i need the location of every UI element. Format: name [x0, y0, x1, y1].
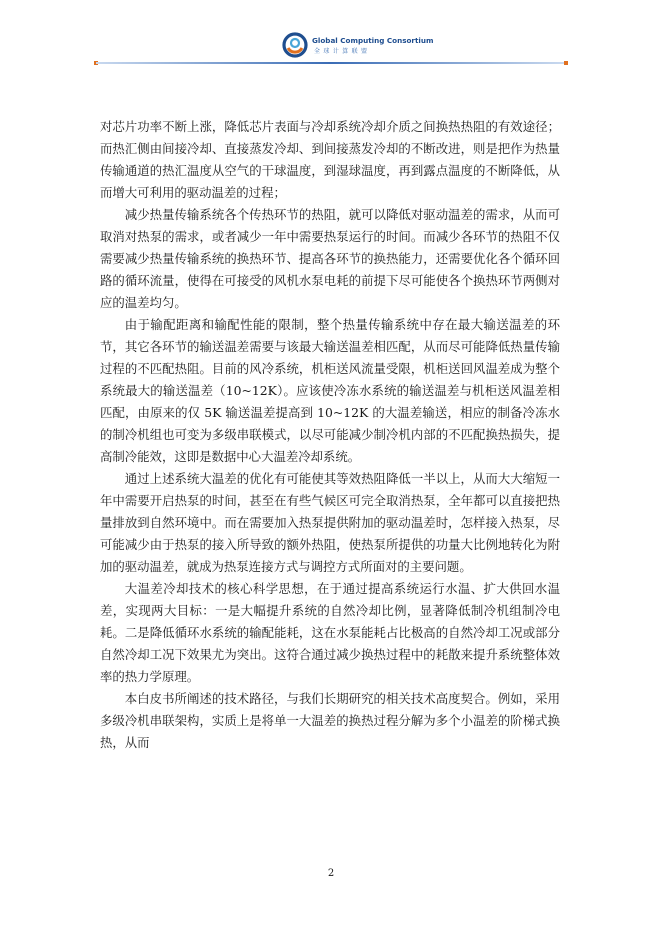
paragraph: 大温差冷却技术的核心科学思想，在于通过提高系统运行水温、扩大供回水温差，实现两大目标：一是大幅提升系统的自然冷却比例，显著降低制冷机组制冷电耗。二是降低循环水系统的输配能耗，这在水泵能耗占比极高的自然冷却工况或部分自然冷却工况下效果尤为突出。这符合通过减少换热过程中的耗散来提升系统整体效率的热力学原理。 — [100, 581, 560, 684]
consortium-logo — [282, 32, 434, 58]
header-rule-right-dot — [564, 61, 568, 65]
logo-text-cn: 全球计算联盟 — [314, 48, 371, 55]
paragraph: 由于输配距离和输配性能的限制，整个热量传输系统中存在最大输送温差的环节，其它各环节的输送温差需要与该最大输送温差相匹配，从而尽可能降低热量传输过程的不匹配热阻。目前的风冷系统，机柜送风流量受限，机柜送回风温差成为整个系统最大的输送温差（10~12K）。应该使冷冻水系统的输送温差与机柜送风温差相匹配，由原来的仅 5K 输送温差提高到 10~12K 的大温差输送，相应的制备冷冻水的制冷机组也可变为多级串联模式，以尽可能减少制冷机内部的不匹配换热损失，提高制冷能效，这即是数据中心大温差冷却系统。 — [100, 317, 560, 464]
page-number: 2 — [327, 868, 335, 879]
page-header — [0, 0, 662, 70]
paragraph: 减少热量传输系统各个传热环节的热阻，就可以降低对驱动温差的需求，从而可取消对热泵的需求，或者减少一年中需要热泵运行的时间。而减少各环节的热阻不仅需要减少热量传输系统的换热环节、提高各环节的换热能力，还需要优化各个循环回路的循环流量，使得在可接受的风机水泵电耗的前提下尽可能使各个换热环节两侧对应的温差均匀。 — [100, 207, 560, 310]
paragraph: 本白皮书所阐述的技术路径，与我们长期研究的相关技术高度契合。例如，采用多级冷机串联架构，实质上是将单一大温差的换热过程分解为多个小温差的阶梯式换热，从而 — [100, 691, 560, 750]
body-text — [100, 116, 560, 754]
paragraph: 通过上述系统大温差的优化有可能使其等效热阻降低一半以上，从而大大缩短一年中需要开启热泵的时间，甚至在有些气候区可完全取消热泵，全年都可以直接把热量排放到自然环境中。而在需要加入热泵提供附加的驱动温差时，怎样接入热泵，尽可能减少由于热泵的接入所导致的额外热阻，使热泵所提供的功量大比例地转化为附加的驱动温差，就成为热泵连接方式与调控方式所面对的主要问题。 — [100, 471, 560, 574]
paragraph: 对芯片功率不断上涨，降低芯片表面与冷却系统冷却介质之间换热热阻的有效途径；而热汇侧由间接冷却、直接蒸发冷却、到间接蒸发冷却的不断改进，则是把作为热量传输通道的热汇温度从空气的干球温度，到湿球温度，再到露点温度的不断降低，从而增大可利用的驱动温差的过程； — [100, 119, 560, 200]
logo-text-en: Global Computing Consortium — [312, 36, 434, 45]
logo-swirl-icon — [282, 32, 308, 58]
header-rule — [96, 62, 564, 64]
